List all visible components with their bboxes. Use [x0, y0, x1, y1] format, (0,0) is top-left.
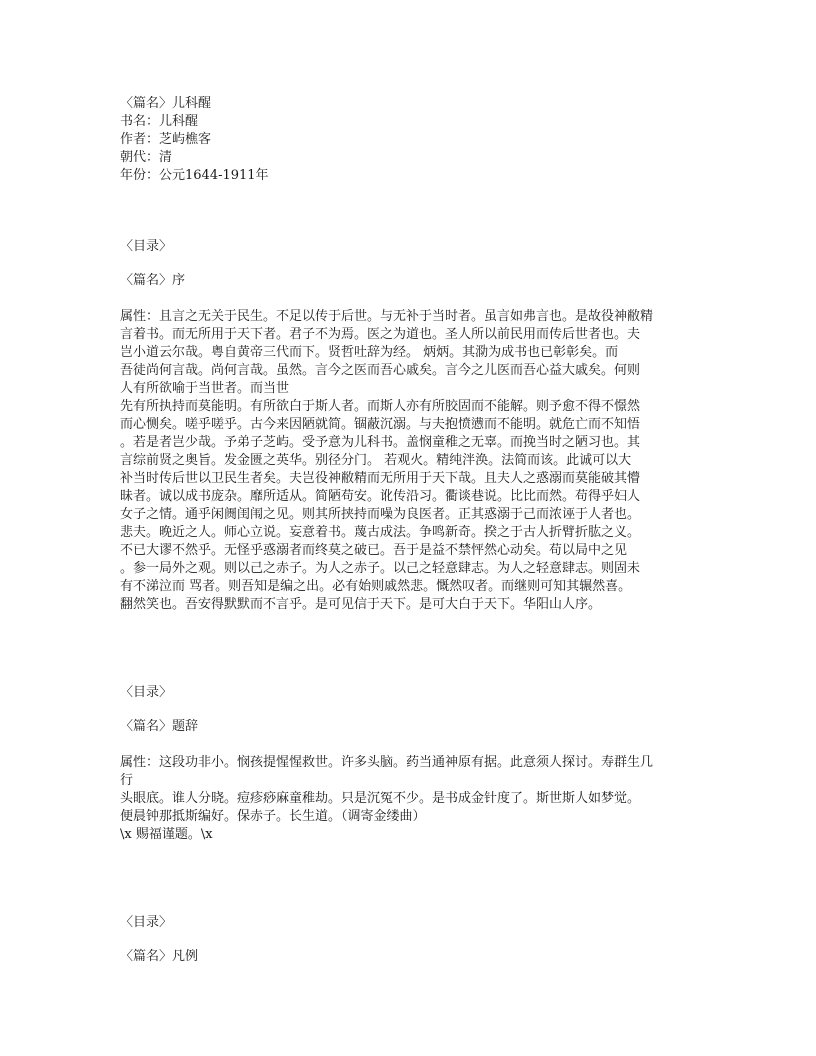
body-line: 人有所欲喻于当世者。而当世	[120, 381, 290, 396]
meta-pian-ming: 〈篇名〉儿科醒	[120, 96, 212, 111]
meta-nian-fen: 年份：公元1644-1911年	[120, 168, 269, 183]
section-title: 〈篇名〉题辞	[120, 719, 199, 734]
body-line: 属性：且言之无关于民生。不足以传于后世。与无补于当时者。虽言如弗言也。是故役神敝精	[120, 309, 654, 324]
body-line: 不已大谬不然乎。无怪乎惑溺者而终莫之破已。吾于是益不禁怦然心动矣。苟以局中之见	[120, 543, 628, 558]
body-line: 悲夫。晚近之人。师心立说。妄意着书。蔑古成法。争鸣新奇。揆之于古人折臂折肱之义。	[120, 525, 641, 540]
body-line: 女子之情。通乎闲阓闺闱之见。则其所挟持而噪为良医者。正其惑溺于己而浓诬于人者也。	[120, 507, 641, 522]
section-body	[120, 308, 700, 614]
section-body	[120, 754, 700, 844]
document-page	[120, 95, 700, 966]
toc-label: 〈目录〉	[120, 685, 173, 700]
section-general-rules	[120, 914, 700, 966]
section-title: 〈篇名〉序	[120, 273, 186, 288]
body-line: 头眼底。谁人分晓。痘疹痧麻童稚劫。只是沉冤不少。是书成金针度了。斯世斯人如梦觉。	[120, 791, 641, 806]
body-line: 吾徒尚何言哉。尚何言哉。虽然。言今之医而吾心戚矣。言今之儿医而吾心益大戚矣。何则	[120, 363, 641, 378]
body-line: \x 赐福谨题。\x	[120, 827, 213, 842]
body-line: 属性：这段功非小。悯孩提惺惺救世。许多头脑。药当通神原有据。此意须人探讨。寿群生几	[120, 755, 654, 770]
book-metadata	[120, 95, 700, 185]
body-line: 而心恻矣。嗟乎嗟乎。古今来因陋就简。锢蔽沉溺。与夫抱愤懑而不能明。就危亡而不知悟	[120, 417, 641, 432]
body-line: 行	[120, 773, 134, 788]
body-line: 岂小道云尔哉。粤自黄帝三代而下。贤哲吐辞为经。 炳炳。其泐为成书也已彰彰矣。而	[120, 345, 619, 360]
body-line: 补当时传后世以卫民生者矣。夫岂役神敝精而无所用于天下哉。且夫人之惑溺而莫能破其懵	[120, 471, 641, 486]
body-line: 言综前贤之奥旨。发金匮之英华。别径分门。 若观火。精纯泮涣。法简而该。此诚可以大	[120, 453, 632, 468]
toc-label: 〈目录〉	[120, 915, 173, 930]
meta-zuo-zhe: 作者：芝屿樵客	[120, 132, 212, 147]
meta-shu-ming: 书名：儿科醒	[120, 114, 199, 129]
section-inscription	[120, 684, 700, 844]
body-line: 。若是者岂少哉。予弟子芝屿。受予意为儿科书。盖悯童稚之无辜。而挽当时之陋习也。其	[120, 435, 641, 450]
body-line: 言着书。而无所用于天下者。君子不为焉。医之为道也。圣人所以前民用而传后世者也。夫	[120, 327, 641, 342]
body-line: 先有所执持而莫能明。有所欲白于斯人者。而斯人亦有所胶固而不能解。则予愈不得不憬然	[120, 399, 641, 414]
toc-label: 〈目录〉	[120, 239, 173, 254]
section-preface	[120, 238, 700, 614]
body-line: 。参一局外之观。则以己之赤子。为人之赤子。以己之轻意肆志。为人之轻意肆志。则固未	[120, 561, 641, 576]
meta-chao-dai: 朝代：清	[120, 150, 173, 165]
body-line: 昧者。诚以成书庞杂。靡所适从。简陋苟安。讹传沿习。衢谈巷说。比比而然。苟得乎妇人	[120, 489, 641, 504]
body-line: 有不涕泣而 骂者。则吾知是编之出。必有始则戚然悲。慨然叹者。而继则可知其辗然喜。	[120, 579, 632, 594]
section-title: 〈篇名〉凡例	[120, 949, 199, 964]
body-line: 翻然笑也。吾安得默默而不言乎。是可见信于天下。是可大白于天下。华阳山人序。	[120, 597, 602, 612]
body-line: 便晨钟那抵斯编好。保赤子。长生道。（调寄金缕曲）	[120, 809, 426, 824]
